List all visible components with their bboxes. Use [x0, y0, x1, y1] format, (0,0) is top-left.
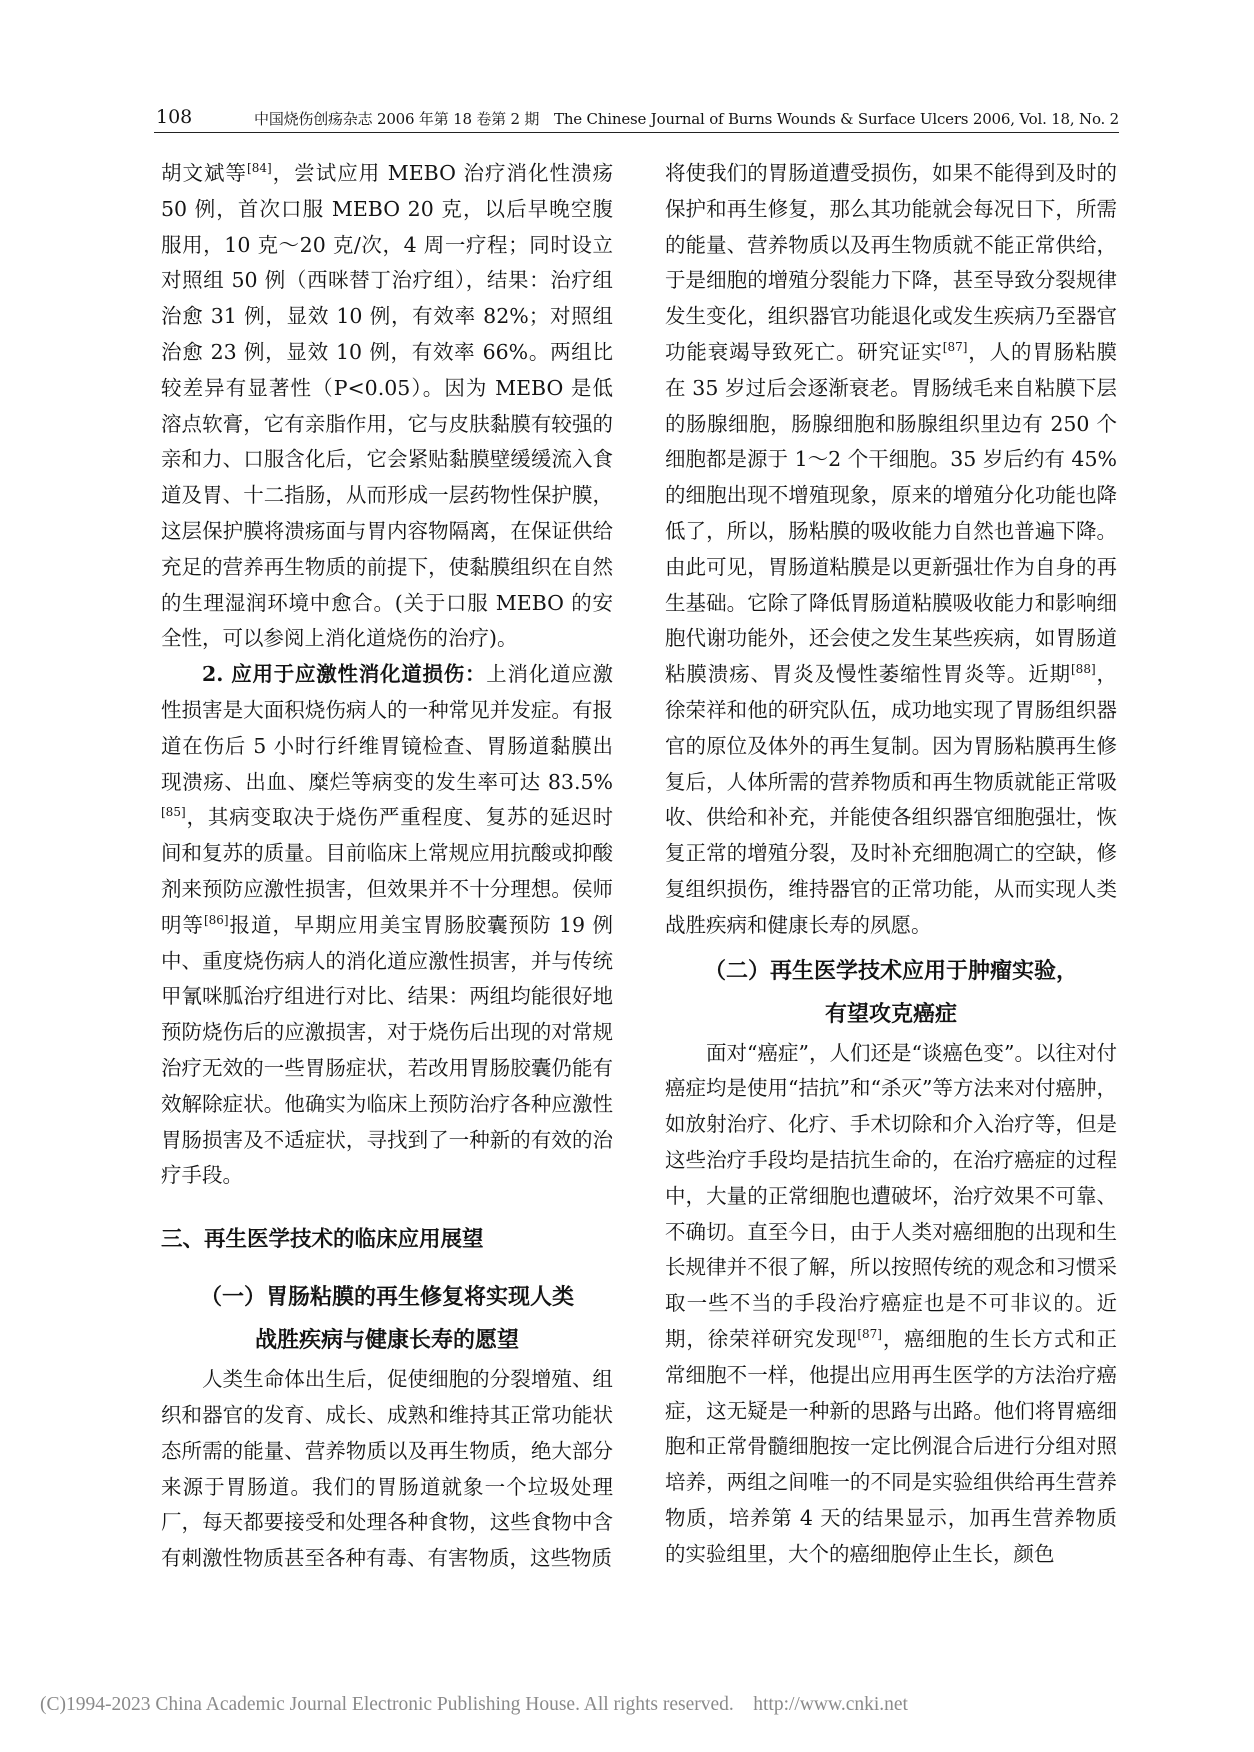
running-header: [154, 104, 1119, 133]
text: ，人的胃肠粘膜在 35 岁过后会逐渐衰老。胃肠绒毛来自粘膜下层的肠腺细胞，肠腺细胞和肠腺组织里边有 250 个细胞都是源于 1～2 个干细胞。35 岁后约有 45% 的细胞出现不增殖现象，原来的增殖分化功能也降低了，所以，肠粘膜的吸收能力自然也普遍下降。由此可见，胃肠道粘膜是以更新强壮作为自身的再生基础。它除了降低胃肠道粘膜吸收能力和影响细胞代谢功能外，还会使之发生某些疾病，如胃肠道粘膜溃疡、胃炎及慢性萎缩性胃炎等。近期: [665, 339, 1118, 687]
text: ，徐荣祥和他的研究队伍，成功地实现了胃肠组织器官的原位及体外的再生复制。因为胃肠粘膜再生修复后，人体所需的营养物质和再生物质就能正常吸收、供给和补充，并能使各组织器官细胞强壮，恢复正常的增殖分裂，及时补充细胞凋亡的空缺，修复组织损伤，维持器官的正常功能，从而实现人类战胜疾病和健康长寿的夙愿。: [665, 662, 1118, 937]
citation-86: [86]: [203, 912, 229, 927]
paragraph-stress-injury: [161, 657, 613, 1194]
text: 上消化道应激性损害是大面积烧伤病人的一种常见并发症。有报道在伤后 5 小时行纤维胃镜检查、胃肠道黏膜出现溃疡、出血、糜烂等病变的发生率可达 83.5%: [161, 662, 614, 794]
copyright-footer: (C)1994-2023 China Academic Journal Electronic Publishing House. All rights reserved. http://www.cnki.net: [40, 1694, 908, 1715]
citation-84: [84]: [247, 161, 272, 176]
page-number: 108: [156, 106, 193, 128]
citation-87: [87]: [942, 340, 968, 355]
paragraph-mucosa-regeneration: [665, 156, 1117, 944]
subsection-heading-2-line2: 有望攻克癌症: [824, 1000, 957, 1027]
citation-88: [88]: [1071, 662, 1096, 677]
citation-85: [85]: [161, 805, 186, 820]
text: 报道，早期应用美宝胃肠胶囊预防 19 例中、重度烧伤病人的消化道应激性损害，并与传统甲氰咪胍治疗组进行对比、结果：两组均能很好地预防烧伤后的应激损害，对于烧伤后出现的对常规治疗无效的一些胃肠症状，若改用胃肠胶囊仍能有效解除症状。他确实为临床上预防治疗各种应激性胃肠损害及不适症状，寻找到了一种新的有效的治疗手段。: [161, 912, 614, 1188]
text: ，其病变取决于烧伤严重程度、复苏的延迟时间和复苏的质量。目前临床上常规应用抗酸或抑酸剂来预防应激性损害，但效果并不十分理想。侯师明等: [161, 805, 613, 937]
text: 面对“癌症”，人们还是“谈癌色变”。以往对付癌症均是使用“拮抗”和“杀灭”等方法来对付癌肿，如放射治疗、化疗、手术切除和介入治疗等，但是这些治疗手段均是拮抗生命的，在治疗癌症的过程中，大量的正常细胞也遭破坏，治疗效果不可靠、不确切。直至今日，由于人类对癌细胞的出现和生长规律并不很了解，所以按照传统的观念和习惯采取一些不当的手段治疗癌症也是不可非议的。近期，徐荣祥研究发现: [665, 1040, 1117, 1351]
text: 胡文斌等: [161, 161, 248, 185]
subsection-heading-1-line2: 战胜疾病与健康长寿的愿望: [254, 1327, 519, 1354]
text: 将使我们的胃肠道遭受损伤，如果不能得到及时的保护和再生修复，那么其功能就会每况日下，所需的能量、营养物质以及再生物质就不能正常供给，于是细胞的增殖分裂能力下降，甚至导致分裂规律发生变化，组织器官功能退化或发生疾病乃至器官功能衰竭导致死亡。研究证实: [665, 161, 1117, 364]
citation-87b: [87]: [857, 1327, 882, 1342]
section-heading-3: 三、再生医学技术的临床应用展望: [161, 1227, 484, 1253]
item-heading: 2. 应用于应激性消化道损伤：: [202, 662, 487, 687]
journal-citation: 中国烧伤创疡杂志 2006 年第 18 卷第 2 期 The Chinese Journal of Burns Wounds & Surface Ulcers 2006, Vol. 18, No. 2: [254, 110, 1119, 128]
subsection-heading-1-line1: （一）胃肠粘膜的再生修复将实现人类: [199, 1284, 574, 1311]
subsection-heading-2-line1: （二）再生医学技术应用于肿瘤实验，: [703, 957, 1078, 984]
right-column: [665, 156, 1117, 1572]
text: ，癌细胞的生长方式和正常细胞不一样，他提出应用再生医学的方法治疗癌症，这无疑是一种新的思路与出路。他们将胃癌细胞和正常骨髓细胞按一定比例混合后进行分组对照培养，两组之间唯一的不同是实验组供给再生营养物质，培养第 4 天的结果显示，加再生营养物质的实验组里，大个的癌细胞停止生长，颜色: [665, 1326, 1118, 1566]
text: ，尝试应用 MEBO 治疗消化性溃疡 50 例，首次口服 MEBO 20 克，以后早晚空腹服用，10 克～20 克/次，4 周一疗程；同时设立对照组 50 例（西咪替丁治疗组），结果：治疗组治愈 31 例，显效 10 例，有效率 82%；对照组治愈 23 例，显效 10 例，有效率 66%。两组比较差异有显著性（P<0.05）。因为 MEBO 是低溶点软膏，它有亲脂作用，它与皮肤黏膜有较强的亲和力、口服含化后，它会紧贴黏膜壁缓缓流入食道及胃、十二指肠，从而形成一层药物性保护膜，这层保护膜将溃疡面与胃内容物隔离，在保证供给充足的营养再生物质的前提下，使黏膜组织在自然的生理湿润环境中愈合。(关于口服 MEBO 的安全性，可以参阅上消化道烧伤的治疗)。: [161, 161, 613, 651]
paragraph-cancer: [665, 1036, 1117, 1573]
paragraph-mebo-peptic-ulcer: [161, 156, 613, 657]
left-column: [161, 156, 613, 1577]
paragraph-gi-tract: 人类生命体出生后，促使细胞的分裂增殖、组织和器官的发育、成长、成熟和维持其正常功能状态所需的能量、营养物质以及再生物质，绝大部分来源于胃肠道。我们的胃肠道就象一个垃圾处理厂，每天都要接受和处理各种食物，这些食物中含有刺激性物质甚至各种有毒、有害物质，这些物质: [161, 1367, 613, 1571]
